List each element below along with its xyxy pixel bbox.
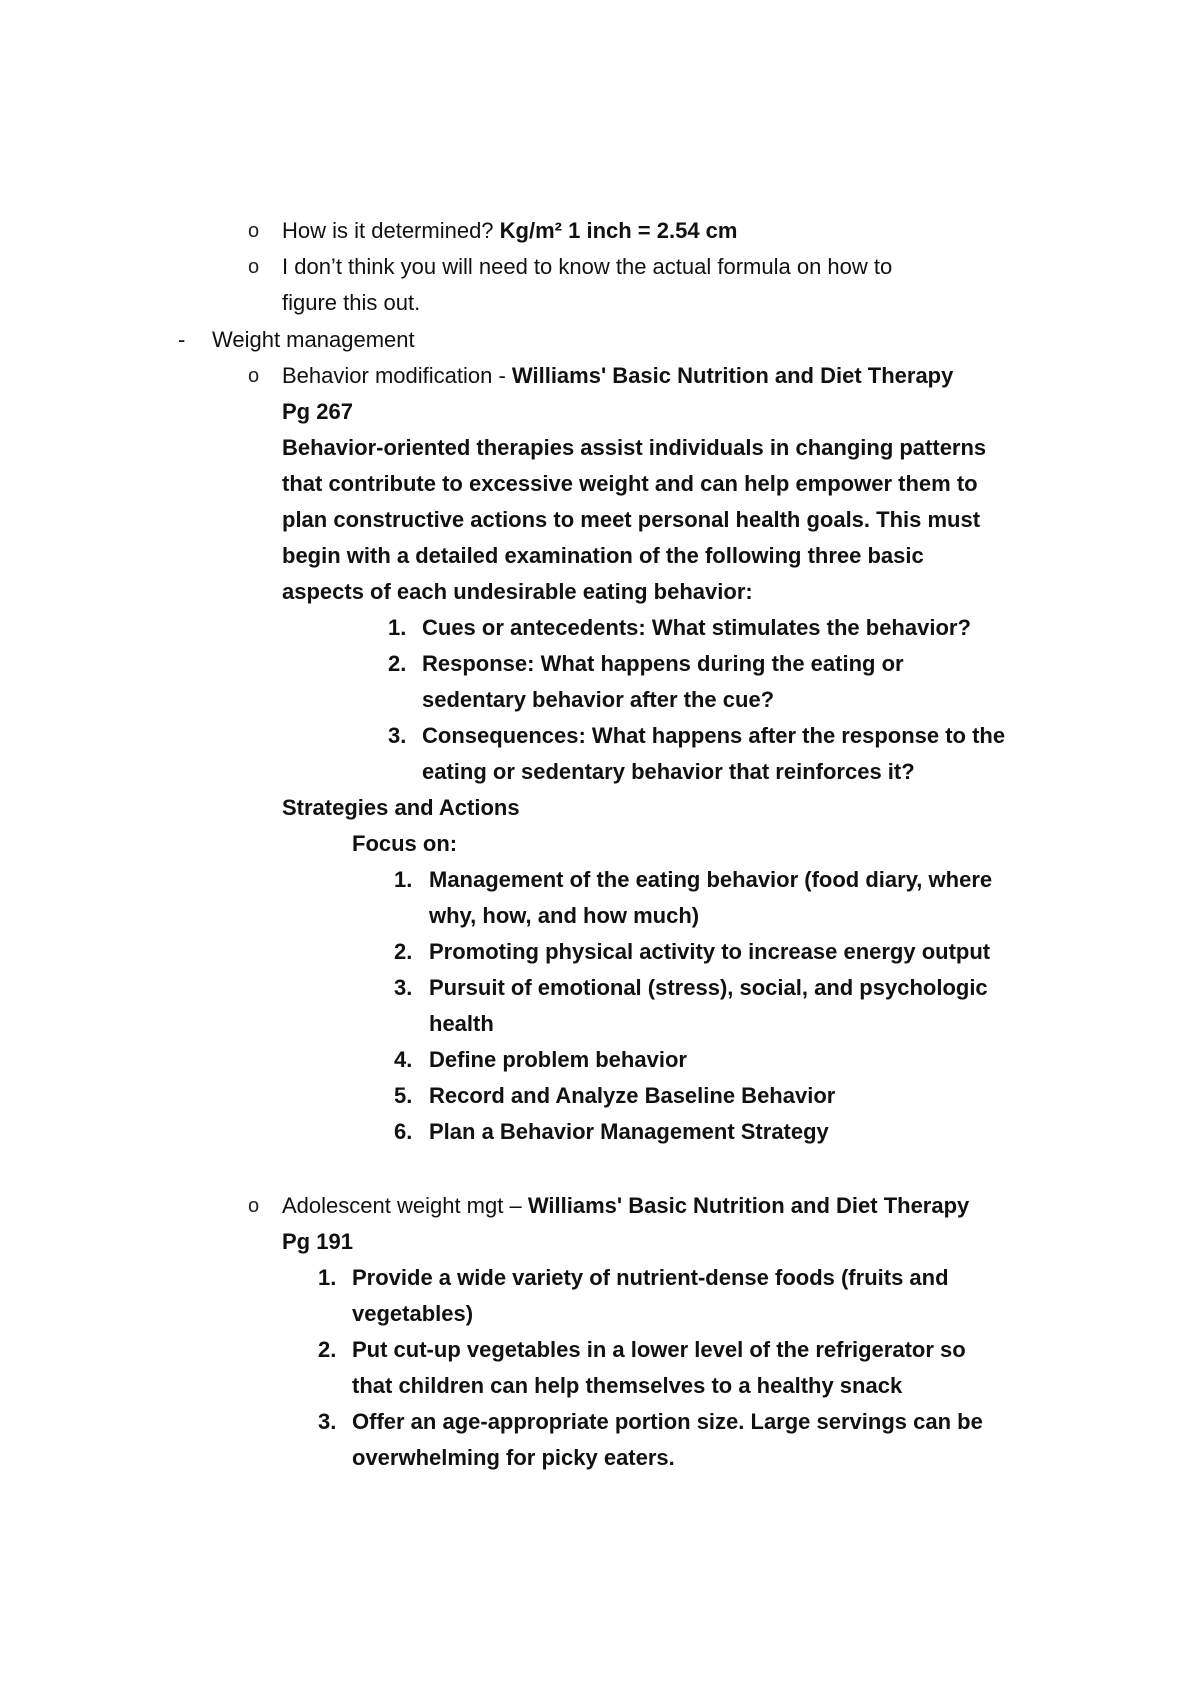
- focus-number: 5.: [394, 1083, 413, 1108]
- behavior-paragraph-line: plan constructive actions to meet personal health goals. This must: [282, 507, 981, 532]
- behavior-modification-page: Pg 267: [282, 399, 353, 424]
- strategies-heading: Strategies and Actions: [282, 795, 520, 820]
- formula-note-line-1: I don’t think you will need to know the actual formula on how to: [282, 254, 893, 279]
- bmi-question-label: How is it determined?: [282, 218, 494, 243]
- weight-management-heading: Weight management: [212, 327, 415, 352]
- focus-number: 6.: [394, 1119, 413, 1144]
- focus-item-line: Management of the eating behavior (food diary, where: [429, 867, 993, 892]
- focus-item-line: Pursuit of emotional (stress), social, and psychologic: [429, 975, 988, 1000]
- sub-bullet-marker: o: [248, 365, 260, 387]
- adolescent-weight-source: Williams' Basic Nutrition and Diet Therapy: [527, 1193, 970, 1218]
- aspect-item-line: Response: What happens during the eating or: [422, 651, 904, 676]
- bmi-question-line: [282, 216, 737, 246]
- bmi-question-answer: Kg/m² 1 inch = 2.54 cm: [499, 218, 738, 243]
- focus-label: Focus on:: [352, 831, 458, 856]
- aspect-item-line: sedentary behavior after the cue?: [422, 687, 775, 712]
- sub-bullet-marker: o: [248, 256, 260, 278]
- aspect-item-line: eating or sedentary behavior that reinforces it?: [422, 759, 915, 784]
- behavior-modification-line: [282, 361, 953, 391]
- focus-item-line: Record and Analyze Baseline Behavior: [429, 1083, 836, 1108]
- behavior-paragraph-line: Behavior-oriented therapies assist individuals in changing patterns: [282, 435, 987, 460]
- behavior-modification-source: Williams' Basic Nutrition and Diet Therapy: [511, 363, 954, 388]
- adolescent-item-line: overwhelming for picky eaters.: [352, 1445, 675, 1470]
- behavior-paragraph-line: begin with a detailed examination of the following three basic: [282, 543, 924, 568]
- aspect-item-line: Cues or antecedents: What stimulates the behavior?: [422, 615, 971, 640]
- focus-item-line: Define problem behavior: [429, 1047, 687, 1072]
- behavior-paragraph-line: that contribute to excessive weight and can help empower them to: [282, 471, 978, 496]
- adolescent-number: 1.: [318, 1265, 337, 1290]
- adolescent-weight-line: [282, 1191, 969, 1221]
- focus-number: 4.: [394, 1047, 413, 1072]
- adolescent-item-line: Offer an age-appropriate portion size. Large servings can be: [352, 1409, 983, 1434]
- focus-item-line: why, how, and how much): [429, 903, 700, 928]
- adolescent-item-line: Provide a wide variety of nutrient-dense foods (fruits and: [352, 1265, 949, 1290]
- formula-note-line-2: figure this out.: [282, 290, 421, 315]
- focus-item-line: health: [429, 1011, 494, 1036]
- aspect-number: 3.: [388, 723, 407, 748]
- adolescent-item-line: Put cut-up vegetables in a lower level of the refrigerator so: [352, 1337, 966, 1362]
- focus-item-line: Promoting physical activity to increase energy output: [429, 939, 991, 964]
- adolescent-item-line: that children can help themselves to a healthy snack: [352, 1373, 903, 1398]
- focus-item-line: Plan a Behavior Management Strategy: [429, 1119, 829, 1144]
- behavior-modification-label: Behavior modification -: [282, 363, 506, 388]
- focus-number: 3.: [394, 975, 413, 1000]
- adolescent-number: 3.: [318, 1409, 337, 1434]
- adolescent-number: 2.: [318, 1337, 337, 1362]
- adolescent-item-line: vegetables): [352, 1301, 474, 1326]
- sub-bullet-marker: o: [248, 1195, 260, 1217]
- focus-number: 2.: [394, 939, 413, 964]
- adolescent-weight-label: Adolescent weight mgt –: [282, 1193, 522, 1218]
- sub-bullet-marker: o: [248, 220, 260, 242]
- dash-bullet-marker: -: [178, 327, 186, 352]
- focus-number: 1.: [394, 867, 413, 892]
- aspect-number: 1.: [388, 615, 407, 640]
- adolescent-weight-page: Pg 191: [282, 1229, 353, 1254]
- aspect-number: 2.: [388, 651, 407, 676]
- aspect-item-line: Consequences: What happens after the response to the: [422, 723, 1006, 748]
- behavior-paragraph-line: aspects of each undesirable eating behavior:: [282, 579, 753, 604]
